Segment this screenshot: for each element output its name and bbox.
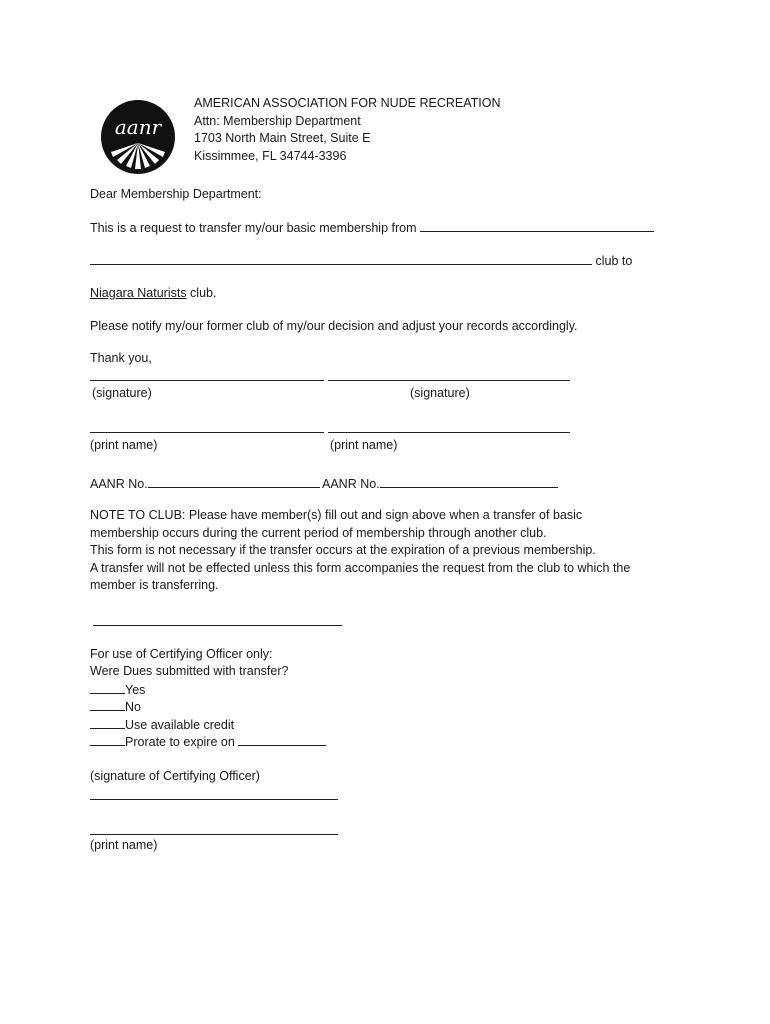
greeting: Dear Membership Department: xyxy=(90,187,262,201)
thanks-text: Thank you, xyxy=(90,351,152,365)
officer-signature-label: (signature of Certifying Officer) xyxy=(90,769,260,783)
note-line-5: member is transferring. xyxy=(90,578,219,592)
aanr-no-2 xyxy=(322,475,558,493)
officer-print-name-field[interactable] xyxy=(90,834,338,835)
request-line-1 xyxy=(90,219,654,237)
org-name: AMERICAN ASSOCIATION FOR NUDE RECREATION xyxy=(194,96,501,110)
club-name: Niagara Naturists xyxy=(90,286,187,300)
aanr-no-2-field[interactable] xyxy=(380,475,558,488)
signature-1-label: (signature) xyxy=(92,386,152,400)
street-line: 1703 North Main Street, Suite E xyxy=(194,131,371,145)
prorate-date-field[interactable] xyxy=(238,733,326,746)
request-line-2 xyxy=(90,252,632,270)
from-club-field-continued[interactable] xyxy=(90,252,592,265)
club-suffix: club. xyxy=(186,286,217,300)
club-signature-field[interactable] xyxy=(93,625,342,626)
officer-print-name-label: (print name) xyxy=(90,838,158,852)
city-line: Kissimmee, FL 34744-3396 xyxy=(194,149,347,163)
option-credit xyxy=(90,716,234,734)
option-yes-label: Yes xyxy=(125,683,146,697)
aanr-no-1-field[interactable] xyxy=(148,475,320,488)
option-no xyxy=(90,698,141,716)
signature-2-label: (signature) xyxy=(410,386,470,400)
aanr-logo xyxy=(100,99,176,175)
request-text: This is a request to transfer my/our basic membership from xyxy=(90,221,417,235)
signature-1-field[interactable] xyxy=(90,380,324,381)
note-line-2: membership occurs during the current period of membership through another club. xyxy=(90,526,547,540)
option-prorate-field[interactable] xyxy=(90,733,125,746)
option-yes xyxy=(90,681,145,699)
print-name-1-label: (print name) xyxy=(90,438,158,452)
from-club-field[interactable] xyxy=(420,219,654,232)
option-credit-field[interactable] xyxy=(90,716,125,729)
option-no-field[interactable] xyxy=(90,698,125,711)
option-prorate xyxy=(90,733,326,751)
print-name-1-field[interactable] xyxy=(90,432,324,433)
note-line-4: A transfer will not be effected unless this form accompanies the request from the club to which the xyxy=(90,561,631,575)
attn-line: Attn: Membership Department xyxy=(194,114,361,128)
logo-text: aanr xyxy=(114,115,162,139)
note-line-1: NOTE TO CLUB: Please have member(s) fill out and sign above when a transfer of basic xyxy=(90,508,583,522)
club-to-text: club to xyxy=(595,254,633,268)
print-name-2-label: (print name) xyxy=(330,438,398,452)
option-prorate-label: Prorate to expire on xyxy=(125,735,235,749)
aanr-no-1-label: AANR No. xyxy=(90,477,148,491)
notify-text: Please notify my/our former club of my/our decision and adjust your records accordingly. xyxy=(90,319,578,333)
certifying-heading: For use of Certifying Officer only: xyxy=(90,647,273,661)
destination-club xyxy=(90,285,216,302)
aanr-no-1 xyxy=(90,475,320,493)
print-name-2-field[interactable] xyxy=(328,432,570,433)
option-no-label: No xyxy=(125,700,141,714)
note-line-3: This form is not necessary if the transfer occurs at the expiration of a previous membership. xyxy=(90,543,596,557)
dues-question: Were Dues submitted with transfer? xyxy=(90,664,289,678)
signature-2-field[interactable] xyxy=(328,380,570,381)
option-yes-field[interactable] xyxy=(90,681,125,694)
option-credit-label: Use available credit xyxy=(125,718,235,732)
officer-signature-field[interactable] xyxy=(90,799,338,800)
aanr-no-2-label: AANR No. xyxy=(322,477,380,491)
